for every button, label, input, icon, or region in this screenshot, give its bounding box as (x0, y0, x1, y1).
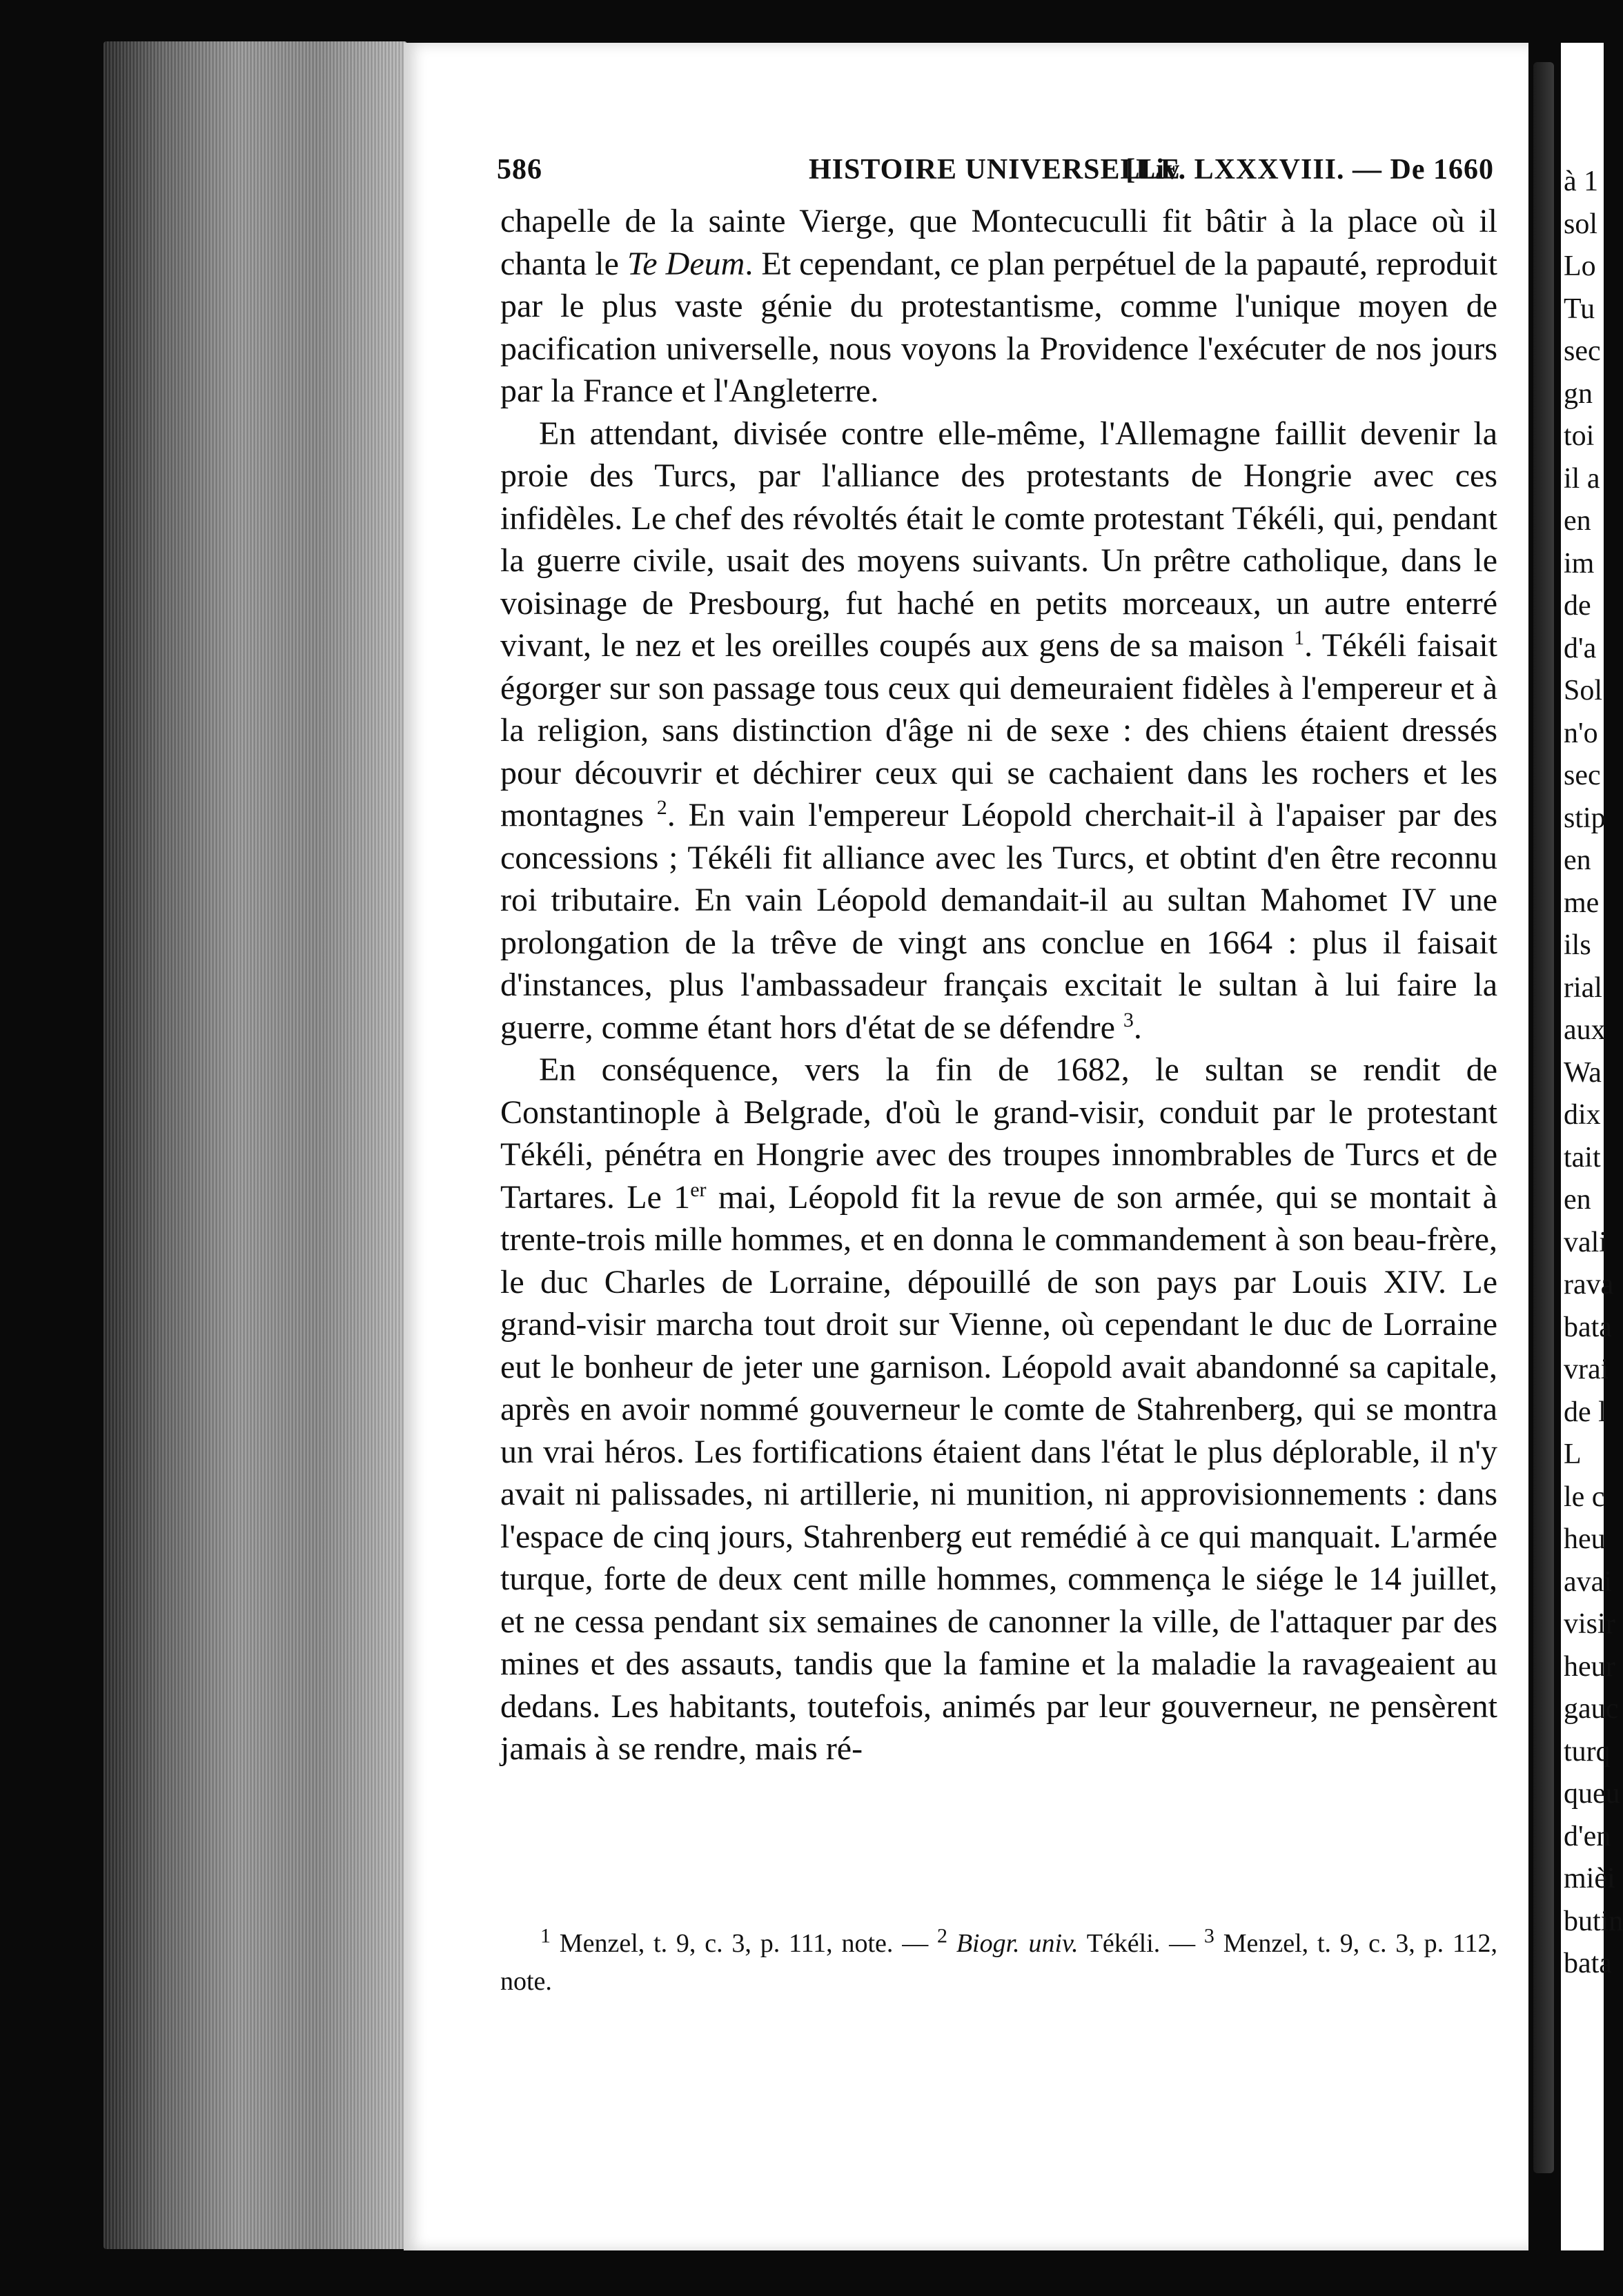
footnote-2-text: Tékéli. — (1078, 1929, 1204, 1958)
paragraph-2-text-c: . En vain l'empereur Léopold cherchait-il à l'apaiser par des concessions ; Tékéli fit alliance avec les Turcs, et obtint d'en être reconnu roi tributaire. En vain Léopold demandait-il au sultan Mahomet IV une prolongation de la trêve de vingt ans conclue en 1664 : plus il faisait d'instances, plus l'ambassadeur français excitait le sultan à lui faire la guerre, comme étant hors d'état de se défendre (500, 797, 1497, 1046)
chapter-reference: [Liv. LXXXVIII. — De 1660 (1125, 154, 1494, 186)
adjacent-page-line: de (1564, 590, 1591, 622)
adjacent-page-line: vali (1564, 1226, 1607, 1258)
paragraph-1-text-c: . Et cependant, ce plan perpétuel de la papauté, reproduit par le plus vaste génie du protestantisme, comme l'unique moyen de pacification universelle, nous voyons la Providence l'exécuter de nos jours par la France et l'Angleterre. (500, 245, 1498, 409)
paragraph-2 (500, 413, 1497, 1049)
footnote-1-text: Menzel, t. 9, c. 3, p. 111, note. — (551, 1929, 938, 1958)
footnote-number-1: 1 (540, 1924, 551, 1948)
adjacent-page-line: Tu (1564, 293, 1595, 325)
adjacent-page-line: d'a (1564, 632, 1597, 664)
adjacent-page-line: sol (1564, 208, 1598, 240)
paragraph-2-text-a: En attendant, divisée contre elle-même, l'Allemagne faillit devenir la proie des Turcs, par l'alliance des protestants de Hongrie avec ces infidèles. Le chef des révoltés était le comte protestant Tékéli, qui, pendant la guerre civile, usait des moyens suivants. Un prêtre catholique, dans le voisinage de Presbourg, fut haché en petits morceaux, un autre enterré vivant, le nez et les oreilles coupés aux gens de sa maison (500, 415, 1497, 664)
footnote-line (500, 1925, 1497, 2001)
book-page-stack-edge (104, 41, 407, 2249)
paragraph-2-text-d: . (1133, 1009, 1142, 1046)
adjacent-page-line: Sol (1564, 675, 1603, 706)
footnote-number-3: 3 (1203, 1924, 1214, 1948)
adjacent-page-line: n'o (1564, 717, 1598, 749)
adjacent-page-line: butin (1564, 1905, 1623, 1937)
adjacent-page-line: gauc (1564, 1693, 1619, 1725)
footnote-number-2: 2 (937, 1924, 948, 1948)
adjacent-page-line: ils (1564, 929, 1591, 961)
adjacent-page-line: dix (1564, 1099, 1601, 1131)
adjacent-page-line: avai (1564, 1565, 1612, 1598)
adjacent-page-line: le c (1564, 1481, 1605, 1513)
adjacent-page-line: L (1564, 1438, 1582, 1470)
footnote-ref-3: 3 (1123, 1008, 1134, 1031)
adjacent-page-line: en (1564, 505, 1591, 537)
footnote-2-italic: Biogr. univ. (947, 1929, 1079, 1958)
adjacent-page-line: tait (1564, 1141, 1601, 1174)
adjacent-page-line: il a (1564, 462, 1600, 495)
adjacent-page-line: sec (1564, 335, 1601, 367)
adjacent-page-line: à 1 (1564, 166, 1599, 197)
footnote-ref-1: 1 (1294, 626, 1305, 649)
footnotes (500, 1925, 1497, 2001)
paragraph-3 (500, 1049, 1497, 1770)
paragraph-1-text-b: il chanta le (500, 203, 1498, 282)
page-number: 586 (497, 154, 542, 186)
body-text (500, 200, 1497, 1770)
adjacent-page-line: gn (1564, 377, 1593, 410)
adjacent-page-line: de l (1564, 1396, 1606, 1428)
paragraph-3-text-a: En conséquence, vers la fin de 1682, le sultan se rendit de Constantinople à Belgrade, d'où le grand-visir, conduit par le protestant Tékéli, pénétra en Hongrie avec des troupes innombrables de Turcs et de Tartares. Le 1 (500, 1051, 1497, 1216)
adjacent-page-line: en (1564, 1184, 1591, 1216)
adjacent-page-line: rial (1564, 971, 1602, 1004)
adjacent-page-line: heu (1564, 1523, 1606, 1555)
adjacent-page-line: stip (1564, 802, 1606, 834)
adjacent-page-line: mièi (1564, 1863, 1615, 1894)
paragraph-1 (500, 200, 1497, 413)
adjacent-page-line: d'en (1564, 1820, 1611, 1852)
adjacent-page-line: en (1564, 844, 1591, 876)
adjacent-page-line: me (1564, 887, 1600, 919)
adjacent-page-line: visir (1564, 1608, 1615, 1640)
adjacent-page-line: im (1564, 547, 1595, 580)
adjacent-page-line: Wa (1564, 1056, 1602, 1089)
adjacent-page-fragment (1561, 43, 1623, 2250)
running-header (497, 153, 1494, 195)
adjacent-page-line: sec (1564, 760, 1601, 791)
adjacent-page-line: aux (1564, 1014, 1606, 1046)
paragraph-2-text-b: . Tékéli faisait égorger sur son passage tous ceux qui demeuraient fidèles à l'empereur et à la religion, sans distinction d'âge ni de sexe : des chiens étaient dressés pour découvrir et déchirer ceux qui se cachaient dans les rochers et les montagnes (500, 627, 1498, 833)
adjacent-page-line: rava (1564, 1269, 1614, 1300)
adjacent-page-line: toi (1564, 420, 1595, 452)
adjacent-page-line: bata (1564, 1311, 1612, 1343)
adjacent-page-line: heur (1564, 1650, 1615, 1683)
adjacent-page-line: queu (1564, 1778, 1620, 1810)
adjacent-page-line: Lo (1564, 250, 1596, 282)
paragraph-1-italic-title: Te Deum (627, 245, 745, 282)
adjacent-page-line: vrai (1564, 1354, 1609, 1385)
paragraph-3-text-b: mai, Léopold fit la revue de son armée, qui se montait à trente-trois mille hommes, et en donna le commandement à son beau-frère, le duc Charles de Lorraine, dépouillé de son pays par Louis XIV. Le grand-visir marcha tout droit sur Vienne, où cependant le duc de Lorraine eut le bonheur de jeter une garnison. Léopold avait abandonné sa capitale, après en avoir nommé gouverneur le comte de Stahrenberg, qui se montra un vrai héros. Les fortifications étaient dans l'état le plus déplorable, il n'y avait ni palissades, ni artillerie, ni munition, ni approvisionnements : dans l'espace de cinq jours, Stahrenberg eut remédié à ce qui manquait. L'armée turque, forte de deux cent mille hommes, commença le siége le 14 juillet, et ne cessa pendant six semaines de canonner la ville, de l'attaquer par des mines et des assauts, tandis que la famine et la maladie la ravageaient au dedans. Les habitants, toutefois, animés par leur gouverneur, ne pensèrent jamais à se rendre, mais ré- (500, 1178, 1497, 1767)
footnote-ref-2: 2 (656, 796, 667, 819)
ordinal-superscript: er (690, 1178, 707, 1201)
book-gutter-edge (1533, 62, 1554, 2173)
adjacent-page-line: turq (1564, 1735, 1611, 1768)
adjacent-page-line: bata (1564, 1948, 1612, 1979)
running-title: HISTOIRE UNIVERSELLE (809, 154, 1181, 186)
footnote-3-text: Menzel, t. 9, c. 3, p. 112, note. (500, 1929, 1497, 1996)
paragraph-1-text-a: chapelle de la sainte Vierge, que Montecuculli fit bâtir à la place où (500, 203, 1465, 239)
